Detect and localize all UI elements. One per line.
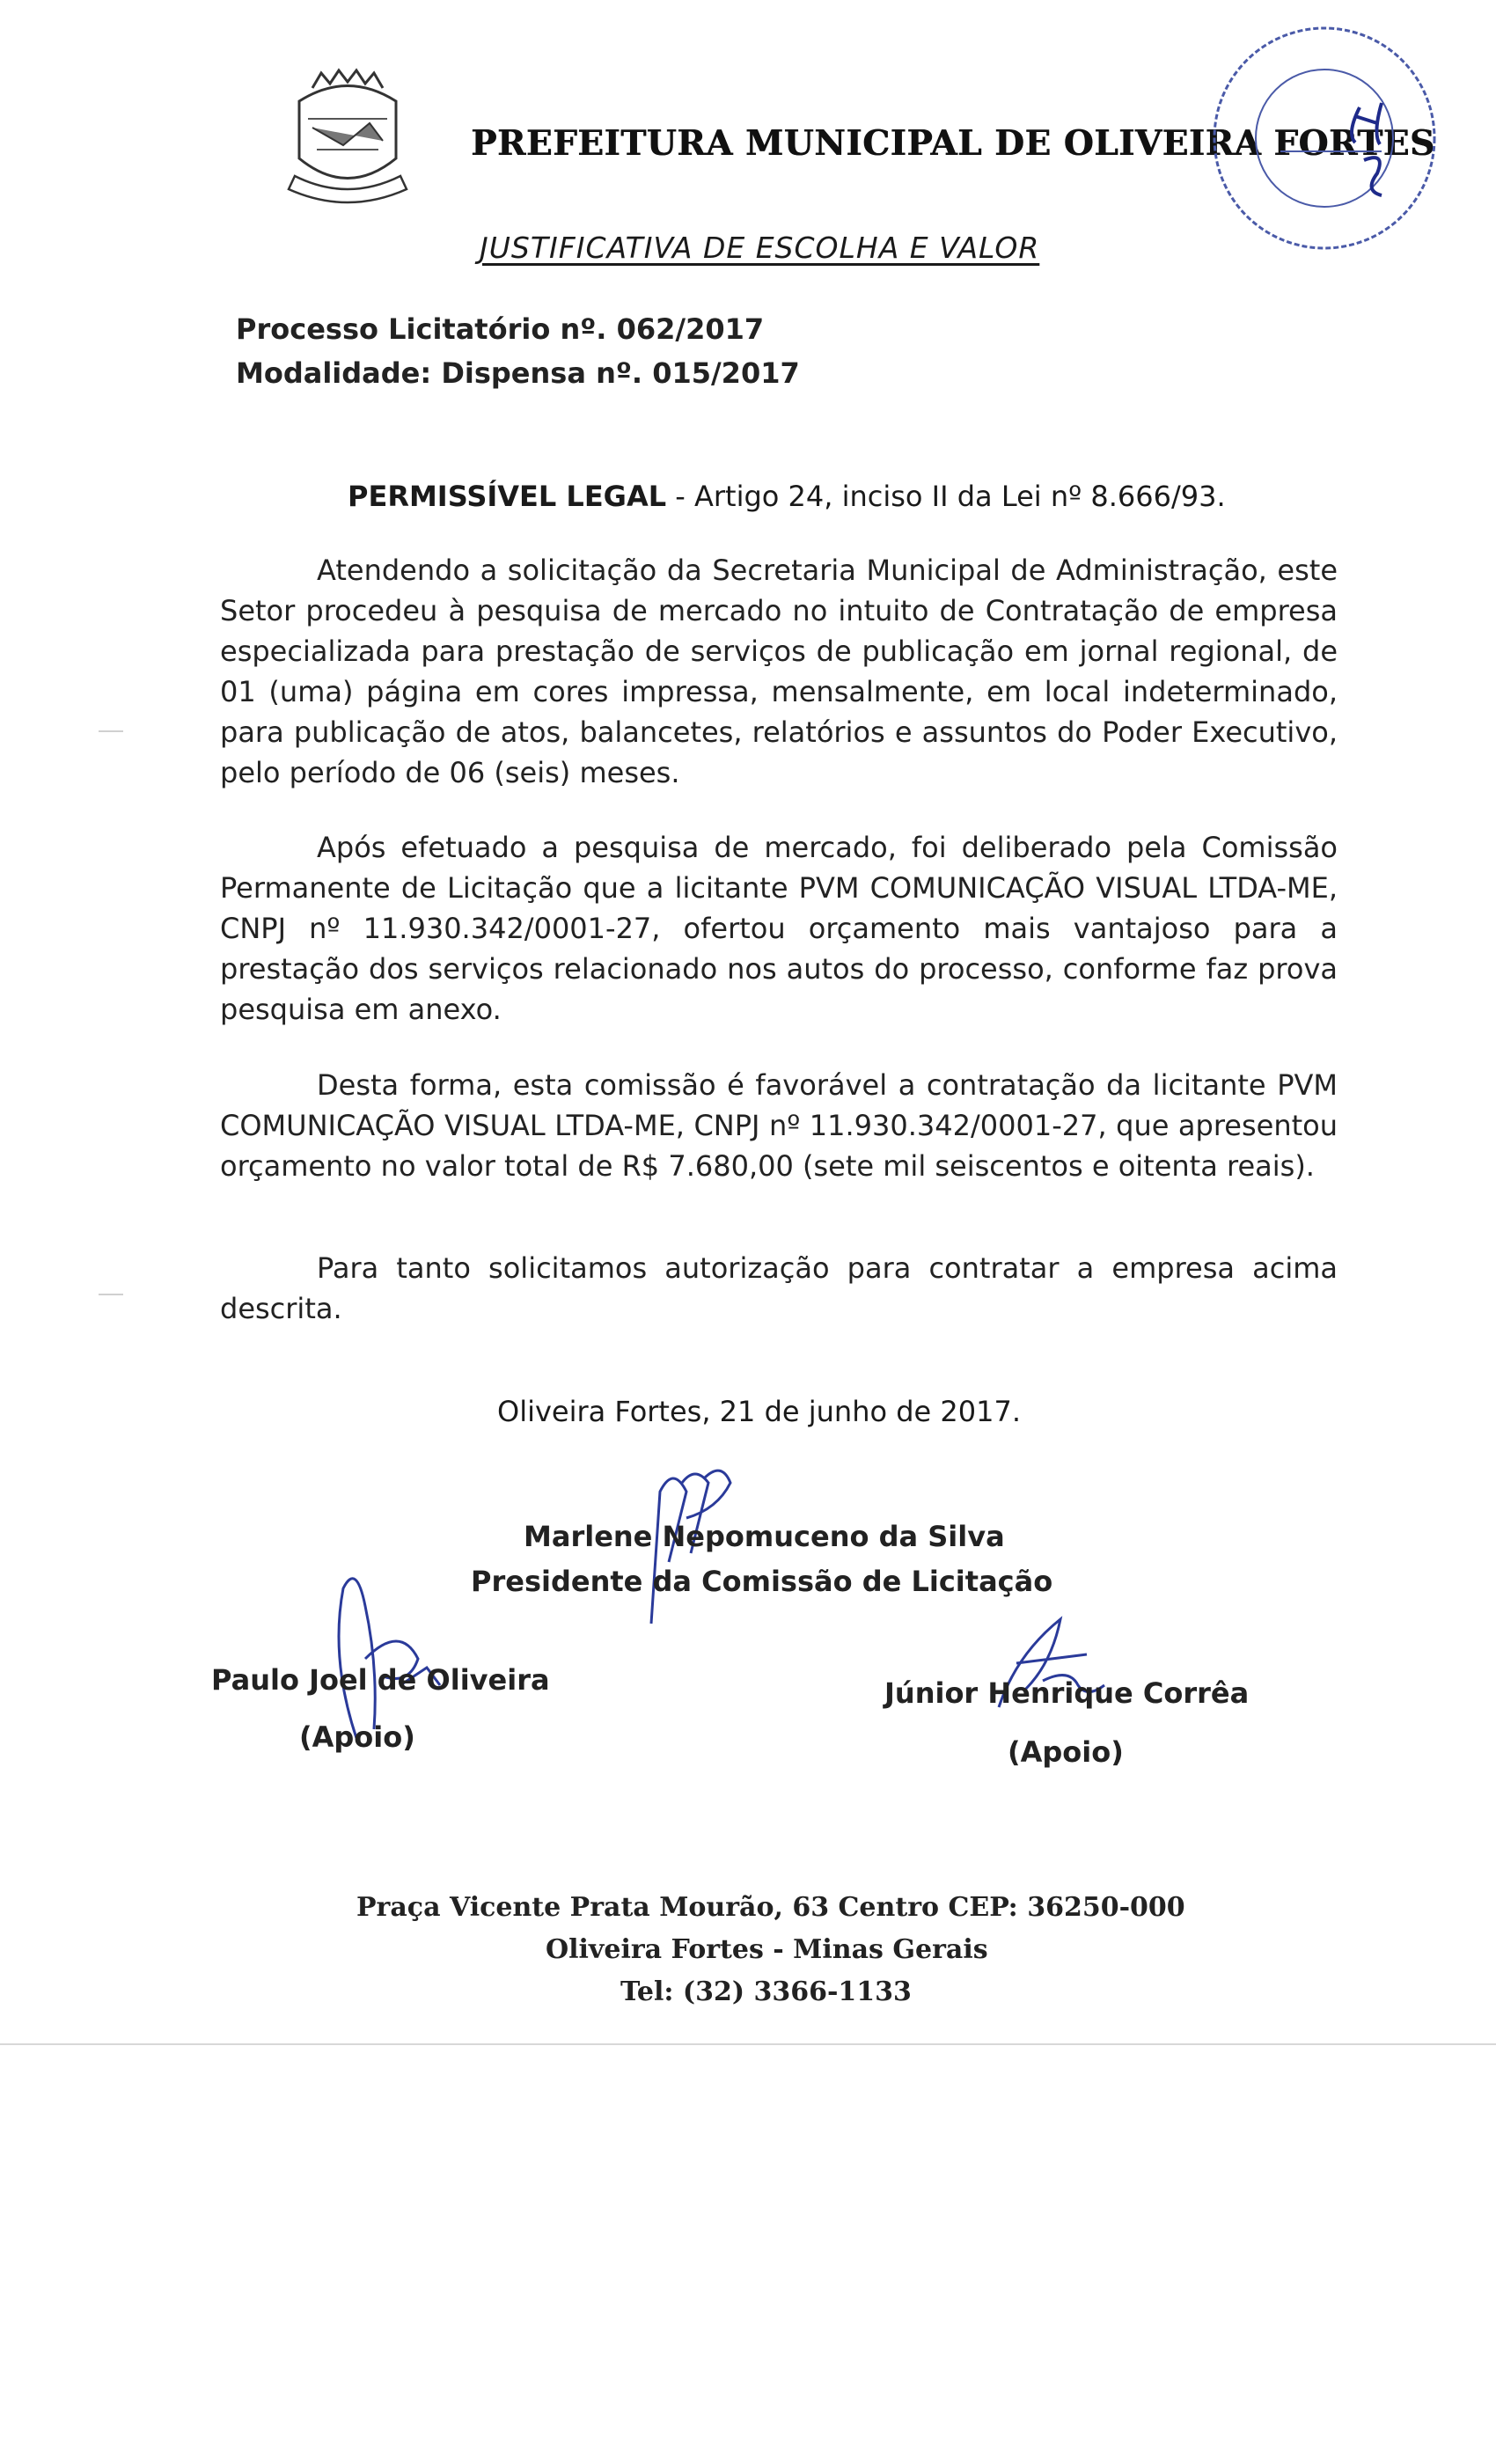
signatory-name-right: Júnior Henrique Corrêa <box>884 1676 1250 1710</box>
process-number: Processo Licitatório nº. 062/2017 <box>236 312 765 346</box>
paragraph-request <box>220 550 1338 793</box>
bottom-rule <box>0 2043 1496 2045</box>
paragraph-decision <box>220 827 1338 1030</box>
page-stamp-icon <box>1206 19 1443 257</box>
punch-mark <box>99 730 123 732</box>
signatory-name-president: Marlene Nepomuceno da Silva <box>524 1520 1005 1553</box>
signatory-role-right: (Apoio) <box>1008 1735 1124 1769</box>
municipal-crest-icon <box>282 66 414 220</box>
footer-phone: Tel: (32) 3366-1133 <box>620 1976 912 2007</box>
legal-basis <box>348 480 1226 513</box>
signature-scribble-icon <box>295 1553 453 1747</box>
footer-city: Oliveira Fortes - Minas Gerais <box>546 1934 988 1965</box>
legal-label: PERMISSÍVEL LEGAL <box>348 480 667 513</box>
paragraph-value <box>220 1065 1338 1186</box>
modality-line: Modalidade: Dispensa nº. 015/2017 <box>236 356 800 390</box>
legal-text: - Artigo 24, inciso II da Lei nº 8.666/93. <box>666 480 1226 513</box>
paragraph-text: Desta forma, esta comissão é favorável a contratação da licitante PVM COMUNICAÇÃO VISUAL LTDA-ME, CNPJ nº 11.930.342/0001-27, que apresentou orçamento no valor total de R$ 7.680,00 (sete mil seiscentos e oitenta reais). <box>220 1068 1338 1183</box>
signatory-name-left: Paulo Joel de Oliveira <box>211 1663 550 1697</box>
punch-mark <box>99 1294 123 1295</box>
paragraph-authorization <box>220 1248 1338 1329</box>
signatory-role-left: (Apoio) <box>299 1720 415 1754</box>
header-title: PREFEITURA MUNICIPAL DE OLIVEIRA FORTES <box>471 123 1435 164</box>
signatory-role-president: Presidente da Comissão de Licitação <box>471 1565 1053 1598</box>
footer-address: Praça Vicente Prata Mourão, 63 Centro CEP: 36250-000 <box>356 1892 1185 1923</box>
paragraph-text: Para tanto solicitamos autorização para contratar a empresa acima descrita. <box>220 1251 1338 1325</box>
document-title: JUSTIFICATIVA DE ESCOLHA E VALOR <box>480 231 1040 265</box>
paragraph-text: Atendendo a solicitação da Secretaria Municipal de Administração, este Setor procedeu à pesquisa de mercado no intuito de Contratação de empresa especializada para prestação de serviços de publicação em jornal regional, de 01 (uma) página em cores impressa, mensalmente, em local indeterminado, para publicação de atos, balancetes, relatórios e assuntos do Poder Executivo, pelo período de 06 (seis) meses. <box>220 554 1338 789</box>
place-date: Oliveira Fortes, 21 de junho de 2017. <box>497 1395 1021 1428</box>
paragraph-text: Após efetuado a pesquisa de mercado, foi deliberado pela Comissão Permanente de Licitação que a licitante PVM COMUNICAÇÃO VISUAL LTDA-ME, CNPJ nº 11.930.342/0001-27, ofertou orçamento mais vantajoso para a prestação dos serviços relacionado nos autos do processo, conforme faz prova pesquisa em anexo. <box>220 831 1338 1026</box>
